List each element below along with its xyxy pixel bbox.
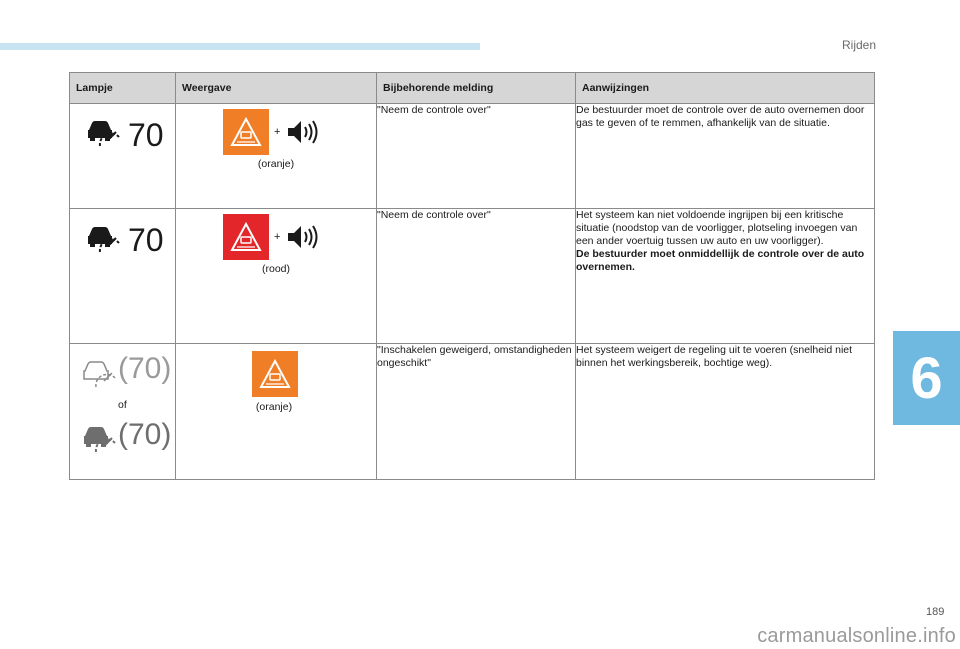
display-cell xyxy=(176,209,377,344)
car-warning-icon xyxy=(223,109,269,155)
warning-table xyxy=(69,72,875,480)
display-caption: (rood) xyxy=(261,263,290,275)
table-row xyxy=(70,104,875,209)
lamp-speed-value: 70 xyxy=(128,222,164,258)
plus-sign: + xyxy=(274,126,281,138)
column-header-melding: Bijbehorende melding xyxy=(377,73,576,104)
page-number: 189 xyxy=(926,606,945,618)
display-cell xyxy=(176,104,377,209)
plus-sign: + xyxy=(274,231,281,243)
table-header-row xyxy=(70,73,875,104)
car-warning-icon xyxy=(252,351,298,397)
speedometer-car-icon xyxy=(86,118,120,148)
speedometer-car-icon xyxy=(86,224,120,254)
lamp-speed-value: 70 xyxy=(128,117,164,153)
message-cell: "Neem de controle over" xyxy=(377,209,576,344)
column-header-weergave: Weergave xyxy=(176,73,377,104)
instructions-cell xyxy=(576,209,875,344)
lamp-speed-alt-value: (70) xyxy=(118,418,172,451)
table-row xyxy=(70,209,875,344)
instructions-cell: Het systeem weigert de regeling uit te voeren (snelheid niet binnen het werkingsbereik, bochtige weg). xyxy=(576,344,875,480)
display-caption: (oranje) xyxy=(257,158,295,170)
section-title: Rijden xyxy=(842,38,877,52)
column-header-lampje: Lampje xyxy=(70,73,176,104)
message-cell: "Neem de controle over" xyxy=(377,104,576,209)
table-row xyxy=(70,344,875,480)
display-caption: (oranje) xyxy=(255,401,293,413)
message-cell: "Inschakelen geweigerd, omstandigheden ongeschikt" xyxy=(377,344,576,480)
instructions-warning: De bestuurder moet onmiddellijk de controle over de auto overnemen. xyxy=(576,248,865,273)
lamp-cell xyxy=(70,104,176,209)
instructions-text: Het systeem kan niet voldoende ingrijpen bij een kritische situatie (noodstop van de voorligger, plotseling invoegen van een ander voertuig tussen uw auto en uw voorligger). xyxy=(576,209,858,247)
speaker-icon xyxy=(286,223,322,251)
speaker-icon xyxy=(286,118,322,146)
lamp-cell xyxy=(70,344,176,480)
speedometer-car-icon xyxy=(82,424,118,454)
lamp-separator: of xyxy=(118,399,127,411)
speedometer-car-outline-icon xyxy=(82,359,118,389)
chapter-tab: 6 xyxy=(893,331,960,425)
watermark: carmanualsonline.info xyxy=(757,625,956,647)
lamp-speed-value: (70) xyxy=(118,352,172,385)
car-warning-icon xyxy=(223,214,269,260)
instructions-cell: De bestuurder moet de controle over de auto overnemen door gas te geven of te remmen, afhankelijk van de situatie. xyxy=(576,104,875,209)
header-bar xyxy=(0,43,480,50)
lamp-cell xyxy=(70,209,176,344)
display-cell xyxy=(176,344,377,480)
column-header-aanwijzingen: Aanwijzingen xyxy=(576,73,875,104)
